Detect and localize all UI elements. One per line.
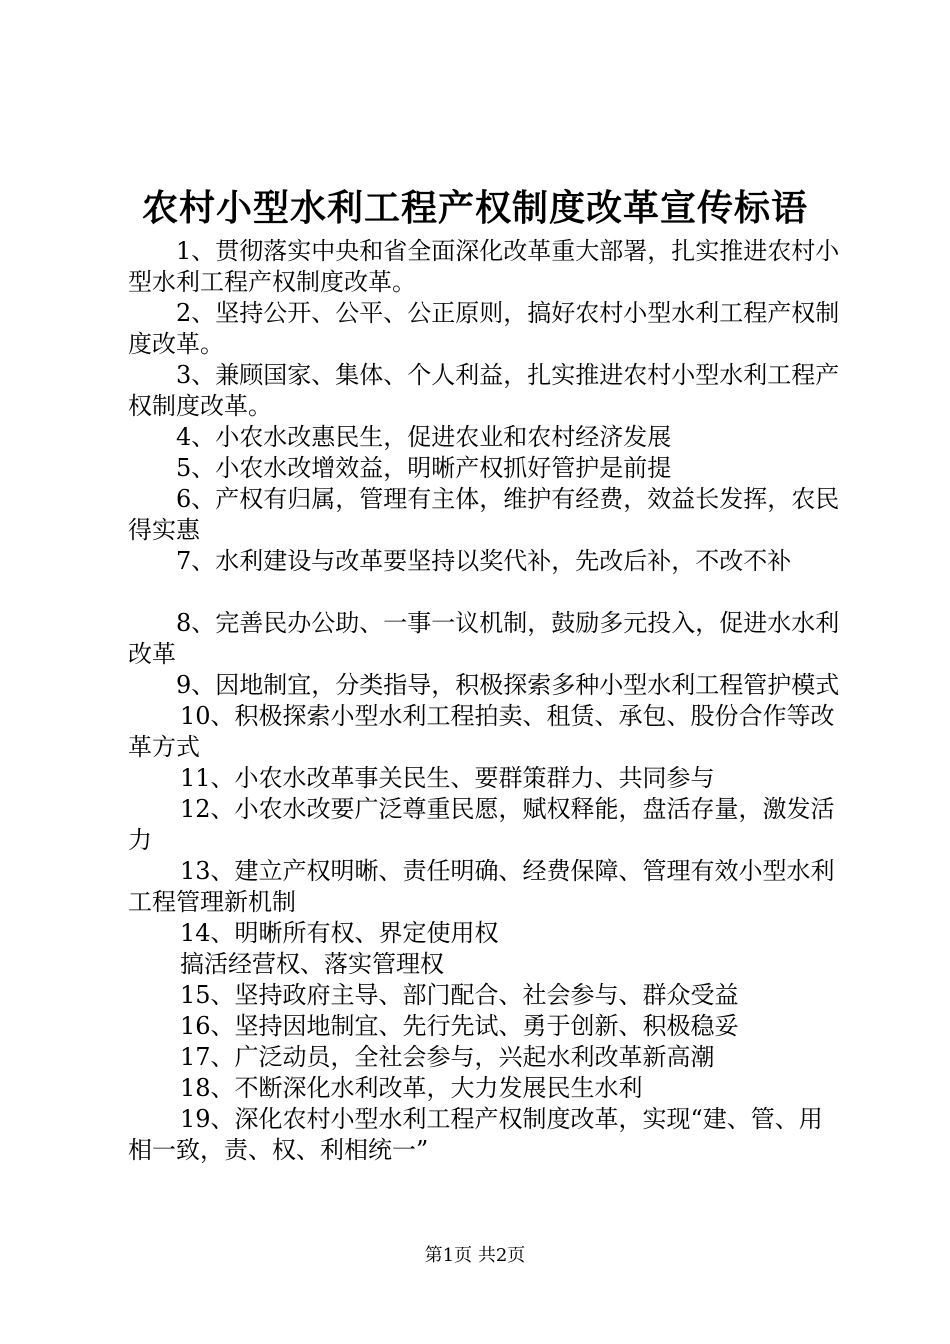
document-title: 农村小型水利工程产权制度改革宣传标语 [141,187,808,229]
page-number: 第1页 共2页 [424,1245,526,1266]
slogan-item-12: 12、小农水改要广泛尊重民愿，赋权释能，盘活存量，激发活力 [128,795,835,854]
slogan-item-11: 11、小农水改革事关民生、要群策群力、共同参与 [180,764,715,792]
slogan-item-2: 2、坚持公开、公平、公正原则，搞好农村小型水利工程产权制度改革。 [128,299,840,358]
slogan-item-10: 10、积极探索小型水利工程拍卖、租赁、承包、股份合作等改革方式 [128,702,835,761]
slogan-item-9: 9、因地制宜，分类指导，积极探索多种小型水利工程管护模式 [176,671,840,699]
slogan-item-19: 19、深化农村小型水利工程产权制度改革，实现“建、管、用相一致，责、权、利相统一” [128,1105,823,1164]
slogan-list [128,236,840,1166]
slogan-item-4: 4、小农水改惠民生，促进农业和农村经济发展 [176,423,672,451]
slogan-item-14-continued: 搞活经营权、落实管理权 [180,950,444,978]
slogan-item-14: 14、明晰所有权、界定使用权 [180,919,499,947]
slogan-item-18: 18、不断深化水利改革，大力发展民生水利 [180,1074,643,1102]
slogan-item-7: 7、水利建设与改革要坚持以奖代补，先改后补，不改不补 [176,547,792,575]
slogan-item-15: 15、坚持政府主导、部门配合、社会参与、群众受益 [180,981,739,1009]
slogan-item-16: 16、坚持因地制宜、先行先试、勇于创新、积极稳妥 [180,1012,739,1040]
slogan-item-8: 8、完善民办公助、一事一议机制，鼓励多元投入，促进水水利改革 [128,609,840,668]
slogan-item-1: 1、贯彻落实中央和省全面深化改革重大部署，扎实推进农村小型水利工程产权制度改革。 [128,237,840,296]
slogan-item-6: 6、产权有归属，管理有主体，维护有经费，效益长发挥，农民得实惠 [128,485,840,544]
slogan-item-5: 5、小农水改增效益，明晰产权抓好管护是前提 [176,454,672,482]
slogan-item-17: 17、广泛动员，全社会参与，兴起水利改革新高潮 [180,1043,715,1071]
slogan-item-3: 3、兼顾国家、集体、个人利益，扎实推进农村小型水利工程产权制度改革。 [128,361,840,420]
slogan-item-13: 13、建立产权明晰、责任明确、经费保障、管理有效小型水利工程管理新机制 [128,857,835,916]
